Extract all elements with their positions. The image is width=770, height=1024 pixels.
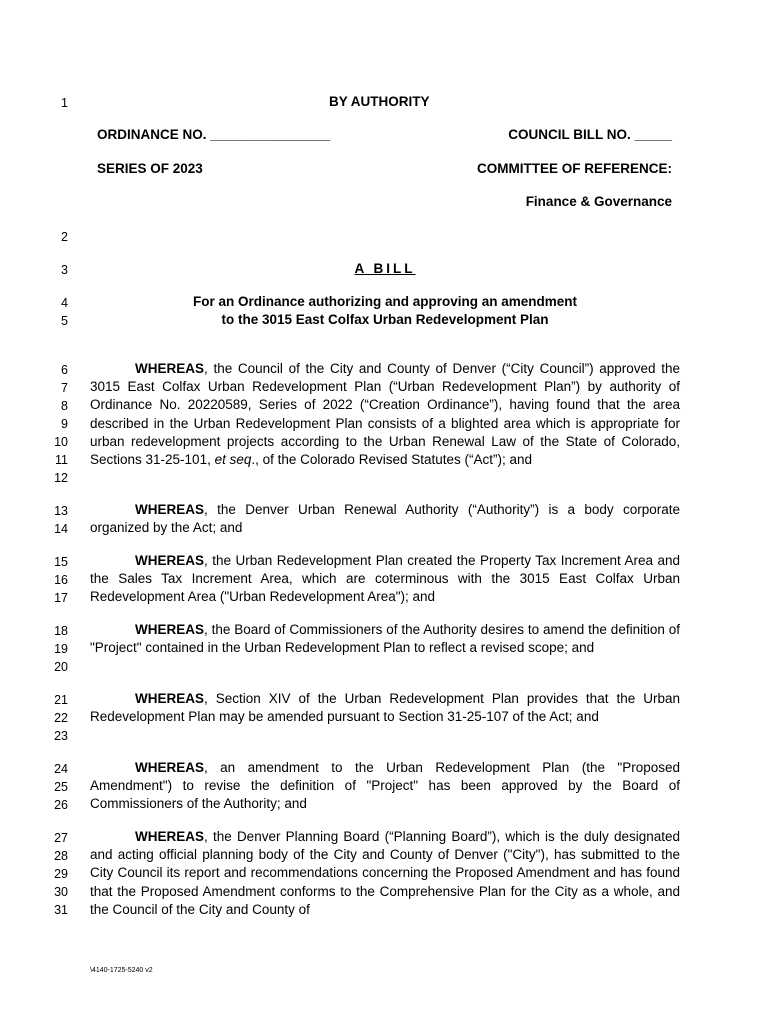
line-number: 28 [54,849,68,863]
line-number: 19 [54,642,68,656]
whereas-keyword: WHEREAS [135,622,205,637]
line-number: 3 [61,263,68,277]
bill-title-line-2: to the 3015 East Colfax Urban Redevelopment Plan [221,312,549,327]
bill-label: A BILL [354,261,416,276]
line-number: 27 [54,831,68,845]
line-number: 26 [54,798,68,812]
series-label: SERIES OF 2023 [97,161,203,176]
whereas-paragraph [90,621,680,657]
paragraph-text: , the Urban Redevelopment Plan created the Property Tax Increment Area and the Sales Tax Increment Area, which are coterminous with the 3015 East Colfax Urban Redevelopment Area ("Urban Redevelopment Area"); and [90,553,680,605]
whereas-paragraph [90,759,680,814]
line-number: 22 [54,711,68,725]
council-bill-number: COUNCIL BILL NO. _____ [508,127,672,142]
paragraph-italic-text: et seq [214,452,252,468]
by-authority-heading: BY AUTHORITY [329,94,430,109]
ordinance-number: ORDINANCE NO. ________________ [97,127,331,142]
paragraph-text: ., of the Colorado Revised Statutes (“Act”); and [251,452,533,468]
paragraph-text: , Section XIV of the Urban Redevelopment Plan provides that the Urban Redevelopment Plan may be amended pursuant to Section 31-25-107 of the Act; and [90,691,680,725]
whereas-keyword: WHEREAS [135,829,205,844]
line-number: 15 [54,555,68,569]
committee-of-reference-label: COMMITTEE OF REFERENCE: [477,161,672,176]
line-number: 25 [54,780,68,794]
line-number: 24 [54,762,68,776]
bill-heading [90,260,680,278]
bill-title-line-1: For an Ordinance authorizing and approving an amendment [192,294,578,309]
line-number: 29 [54,867,68,881]
document-id-footer: \4140-1725-5240 v2 [90,967,153,974]
whereas-keyword: WHEREAS [135,502,205,517]
whereas-paragraph [90,828,680,919]
line-number: 2 [61,230,68,244]
line-number: 18 [54,624,68,638]
paragraph-text: , the Denver Urban Renewal Authority (“Authority”) is a body corporate organized by the Act; and [90,502,680,536]
paragraph-text: , an amendment to the Urban Redevelopment Plan (the "Proposed Amendment") to revise the definition of "Project" has been approved by the Board of Commissioners of the Authority; and [90,760,680,812]
whereas-keyword: WHEREAS [135,760,205,775]
line-number: 1 [61,96,68,110]
paragraph-text: , the Council of the City and County of Denver (“City Council”) approved the 3015 East Colfax Urban Redevelopment Plan (“Urban Redevelopment Plan”) by authority of Ordinance No. 20220589, Series of 2022 (“Creation Ordinance”), having found that the area described in the Urban Redevelopment Plan consists of a blighted area which is appropriate for urban redevelopment projects according to the Urban Renewal Law of the State of Colorado, Sections 31-25-101, [90,361,680,468]
committee-of-reference-value: Finance & Governance [525,194,672,209]
paragraph-text: , the Board of Commissioners of the Authority desires to amend the definition of "Project" contained in the Urban Redevelopment Plan to reflect a revised scope; and [90,622,680,656]
line-number: 10 [54,435,68,449]
whereas-paragraph [90,360,680,469]
line-number: 12 [54,471,68,485]
line-number: 5 [61,314,68,328]
line-number: 21 [54,693,68,707]
line-number: 23 [54,729,68,743]
line-number: 20 [54,660,68,674]
line-number: 30 [54,885,68,899]
line-number: 17 [54,591,68,605]
line-number: 14 [54,522,68,536]
line-number: 11 [55,453,68,467]
paragraph-text: , the Denver Planning Board (“Planning Board”), which is the duly designated and acting official planning body of the City and County of Denver ("City"), has submitted to the City Council its report and recommendations concerning the Proposed Amendment and has found that the Proposed Amendment conforms to the Comprehensive Plan for the City as a whole, and the Council of the City and County of [90,829,680,917]
line-number: 6 [61,363,68,377]
whereas-paragraph [90,501,680,537]
line-number: 7 [61,381,68,395]
whereas-keyword: WHEREAS [135,553,205,568]
line-number: 16 [54,573,68,587]
whereas-keyword: WHEREAS [135,361,205,376]
line-number: 13 [54,504,68,518]
whereas-paragraph [90,552,680,607]
whereas-paragraph [90,690,680,726]
line-number: 4 [61,296,68,310]
line-number: 8 [61,399,68,413]
line-number: 31 [54,903,68,917]
line-number: 9 [61,417,68,431]
whereas-keyword: WHEREAS [135,691,205,706]
